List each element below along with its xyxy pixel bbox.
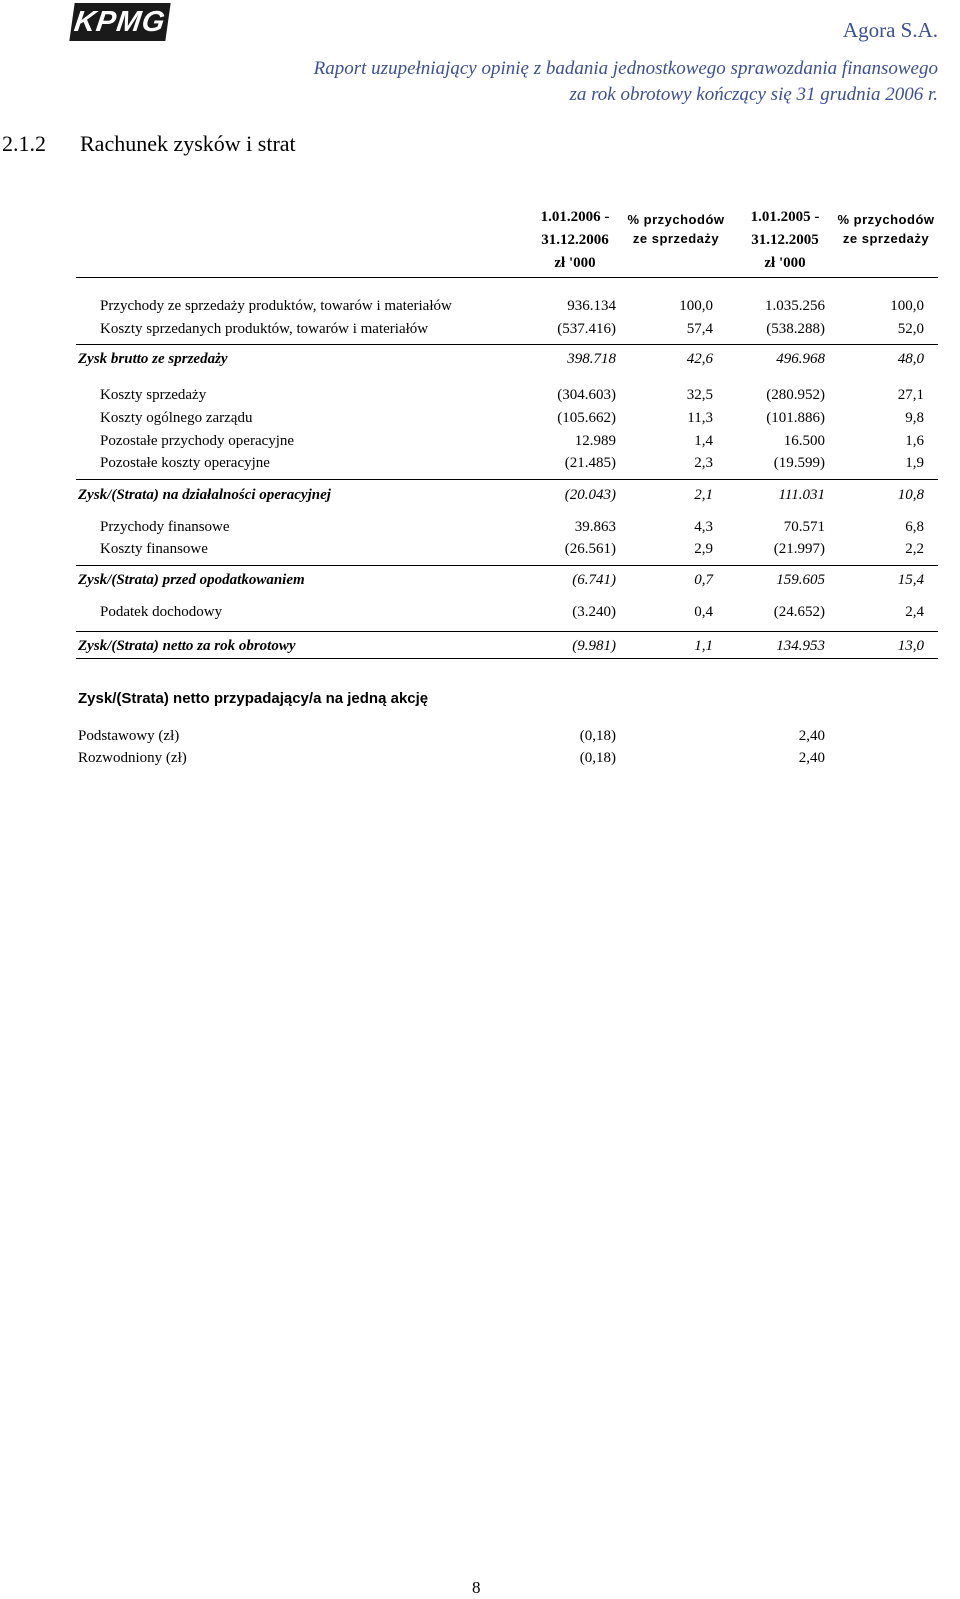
table-row	[0, 487, 960, 507]
net-rule-top	[76, 631, 938, 632]
report-subtitle-line1: Raport uzupełniający opinię z badania jednostkowego sprawozdania finansowego	[313, 58, 938, 79]
pct-2006: 0,7	[694, 572, 713, 588]
pct-2006: 1,1	[694, 638, 713, 654]
value-2005: 70.571	[783, 519, 825, 535]
row-label: Zysk/(Strata) netto za rok obrotowy	[78, 638, 296, 654]
pct-2005: 10,8	[897, 487, 924, 503]
pct-2005: 15,4	[897, 572, 924, 588]
net-rule-bottom	[76, 658, 938, 659]
period-2005-end: 31.12.2005	[751, 232, 819, 248]
row-label: Pozostałe przychody operacyjne	[100, 433, 295, 449]
row-label: Koszty ogólnego zarządu	[100, 410, 253, 426]
value-2006: (21.485)	[564, 455, 616, 471]
pct-2006: 42,6	[686, 351, 713, 367]
section-number: 2.1.2	[2, 131, 46, 156]
eps-2006: (0,18)	[579, 728, 616, 744]
pct-2006: 57,4	[686, 321, 713, 337]
pct-2005: 13,0	[897, 638, 924, 654]
pct-2005: 6,8	[905, 519, 924, 535]
row-label: Pozostałe koszty operacyjne	[100, 455, 270, 471]
row-label: Zysk brutto ze sprzedaży	[78, 351, 228, 367]
subtotal-rule	[76, 479, 938, 480]
table-row	[0, 387, 960, 407]
pct-2006: 4,3	[694, 519, 713, 535]
value-2005: 111.031	[778, 487, 825, 503]
value-2005: (101.886)	[766, 410, 825, 426]
subtotal-rule	[76, 344, 938, 345]
row-label: Koszty finansowe	[100, 541, 208, 557]
pct-2006: 32,5	[686, 387, 713, 403]
report-subtitle-line2: za rok obrotowy kończący się 31 grudnia 2006 r.	[569, 84, 938, 105]
row-label: Zysk/(Strata) przed opodatkowaniem	[78, 572, 305, 588]
value-2005: 134.953	[776, 638, 825, 654]
row-label: Przychody finansowe	[100, 519, 230, 535]
pct-2006: 0,4	[694, 604, 713, 620]
row-label: Podatek dochodowy	[100, 604, 223, 620]
eps-2005: 2,40	[798, 750, 825, 766]
pct-2006-header-line2: ze sprzedaży	[632, 231, 720, 246]
page-number: 8	[472, 1578, 481, 1597]
value-2006: 936.134	[567, 298, 616, 314]
table-row	[0, 455, 960, 475]
value-2006: (26.561)	[564, 541, 616, 557]
table-row	[0, 604, 960, 624]
pct-2005: 2,2	[905, 541, 924, 557]
value-2006: (537.416)	[557, 321, 616, 337]
row-label: Koszty sprzedaży	[100, 387, 207, 403]
table-row	[0, 433, 960, 453]
table-row	[0, 410, 960, 430]
value-2006: (9.981)	[572, 638, 616, 654]
company-name: Agora S.A.	[842, 18, 938, 42]
kpmg-logo: KPMG	[69, 3, 170, 41]
eps-2006: (0,18)	[579, 750, 616, 766]
period-2005-unit: zł '000	[764, 255, 806, 271]
table-row	[0, 638, 960, 658]
subtotal-rule	[76, 565, 938, 566]
period-2006-unit: zł '000	[554, 255, 596, 271]
pct-2005: 1,9	[905, 455, 924, 471]
value-2006: 398.718	[567, 351, 616, 367]
pct-2005: 1,6	[905, 433, 924, 449]
pct-2006-header-line1: % przychodów	[627, 212, 725, 227]
value-2005: 16.500	[783, 433, 825, 449]
period-2006-start: 1.01.2006 -	[540, 209, 610, 225]
value-2005: (21.997)	[773, 541, 825, 557]
pct-2005-header-line1: % przychodów	[837, 212, 935, 227]
row-label: Przychody ze sprzedaży produktów, towarów i materiałów	[100, 298, 452, 314]
value-2005: 1.035.256	[765, 298, 825, 314]
table-row	[0, 572, 960, 592]
pct-2006: 2,9	[694, 541, 713, 557]
period-2006-end: 31.12.2006	[541, 232, 609, 248]
pct-2005: 52,0	[897, 321, 924, 337]
table-row	[0, 298, 960, 318]
value-2006: 39.863	[574, 519, 616, 535]
value-2005: (19.599)	[773, 455, 825, 471]
value-2005: 159.605	[776, 572, 825, 588]
value-2006: 12.989	[574, 433, 616, 449]
table-row	[0, 321, 960, 341]
header-rule	[76, 277, 938, 278]
pct-2005: 9,8	[905, 410, 924, 426]
value-2006: (3.240)	[572, 604, 616, 620]
pct-2005: 100,0	[890, 298, 924, 314]
value-2005: (280.952)	[766, 387, 825, 403]
value-2005: (24.652)	[773, 604, 825, 620]
table-row	[0, 541, 960, 561]
row-label: Zysk/(Strata) na działalności operacyjnej	[78, 487, 331, 503]
pct-2006: 1,4	[694, 433, 713, 449]
value-2006: (105.662)	[557, 410, 616, 426]
pct-2006: 100,0	[679, 298, 713, 314]
pct-2006: 2,1	[694, 487, 713, 503]
pct-2006: 11,3	[687, 410, 713, 426]
pct-2005: 27,1	[897, 387, 924, 403]
table-row	[0, 351, 960, 371]
pct-2005: 2,4	[905, 604, 924, 620]
pct-2005-header-line2: ze sprzedaży	[842, 231, 930, 246]
eps-label: Rozwodniony (zł)	[78, 750, 187, 766]
pct-2006: 2,3	[694, 455, 713, 471]
period-2005-start: 1.01.2005 -	[750, 209, 820, 225]
eps-title: Zysk/(Strata) netto przypadający/a na jedną akcję	[78, 690, 429, 707]
eps-2005: 2,40	[798, 728, 825, 744]
row-label: Koszty sprzedanych produktów, towarów i materiałów	[100, 321, 429, 337]
value-2006: (304.603)	[557, 387, 616, 403]
table-row	[0, 519, 960, 539]
eps-label: Podstawowy (zł)	[78, 728, 180, 744]
section-title: Rachunek zysków i strat	[80, 131, 296, 156]
value-2006: (20.043)	[564, 487, 616, 503]
value-2005: 496.968	[776, 351, 825, 367]
value-2006: (6.741)	[572, 572, 616, 588]
pct-2005: 48,0	[897, 351, 924, 367]
value-2005: (538.288)	[766, 321, 825, 337]
